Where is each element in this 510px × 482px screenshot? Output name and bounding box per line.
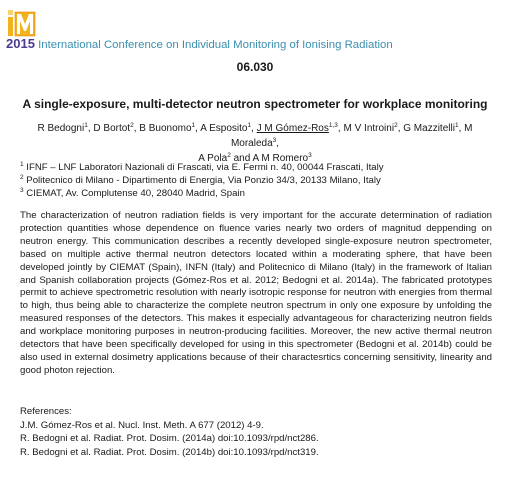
author: G Mazzitelli$^1$, [403, 122, 465, 134]
abstract-number: 06.030 [236, 60, 274, 74]
author: A Pola$^2$ and [198, 152, 253, 164]
author: M Moraleda$^3$, [230, 123, 473, 149]
paper-title: A single-exposure, multi-detector neutron spectrometer for workplace monitoring [22, 97, 488, 111]
reference-item: J.M. Gómez-Ros et al. Nucl. Inst. Meth. A 677 (2012) 4-9. [20, 419, 264, 431]
conference-logo [8, 10, 36, 37]
author: A Esposito$^1$, [200, 122, 257, 134]
author: D Bortot$^2$, [93, 122, 140, 134]
reference-item: R. Bedogni et al. Radiat. Prot. Dosim. (2014a) doi:10.1093/rpd/nct286. [20, 433, 319, 444]
references-heading: References: [20, 406, 72, 417]
author: R Bedogni$^1$, [37, 122, 94, 134]
conference-header [6, 36, 504, 51]
affiliation: $^3$ CIEMAT, Av. Complutense 40, 28040 Madrid, Spain [20, 187, 245, 199]
conference-name: International Conference on Individual Monitoring of Ionising Radiation [38, 39, 393, 51]
author: M V Introini$^2$, [343, 122, 404, 134]
presenting-author: J M Gómez-Ros$^{1,3}$, [256, 122, 344, 134]
affiliation: $^1$ IFNF – LNF Laboratori Nazionali di Frascati, via E. Fermi n. 40, 00044 Frascati, Italy [20, 161, 384, 173]
im-logo-icon [8, 10, 36, 37]
affiliation-list [20, 161, 490, 200]
author-list [20, 121, 490, 166]
conference-year: 2015 [6, 36, 35, 51]
references-section [20, 405, 492, 459]
reference-item: R. Bedogni et al. Radiat. Prot. Dosim. (2014b) doi:10.1093/rpd/nct319. [20, 446, 319, 458]
author: A M Romero$^3$ [252, 152, 312, 164]
abstract-body: The characterization of neutron radiation fields is very important for the accurate determination of radiation protection quantities whose dependence on fluence varies nearly two orders of magnitud deppending on neutron energy. This communication describes a recently developed single-exposure neutron spectrometer, based on multiple active thermal neutron detectors located within a moderating sphere, that have been developed jointly by CIEMAT (Spain), INFN (Italy) and Politecnico di Milano (Italy) in the framework of Italian and Spanish collaboration projects (Gómez-Ros et al. 2012; Bedogni et al. 2014a). The fabricated prototypes permit to achieve spectrometric resolution with nearly isotropic response for neutron with energies from thermal to high, thus being able to characterize the complete neutron spectrum in only one exposure by unfolding the measured responses of the detectors. This makes it especially advantageous for characterizing neutron fields and workplace monitoring purposes in neutron-producing facilities. Moreover, the new active thermal neutron detectors that have been specifically developed for using in this spectrometer (Bedogni et al. 2014b) could be also used in external dosimetry applications because of their charactesrtics concerning sensitivity, linearity and good photon rejection. [20, 210, 492, 376]
author: B Buonomo$^1$, [139, 122, 201, 134]
affiliation: $^2$ Politecnico di Milano - Dipartimento di Energia, Via Ponzio 34/3, 20133 Milano, Italy [20, 174, 381, 186]
